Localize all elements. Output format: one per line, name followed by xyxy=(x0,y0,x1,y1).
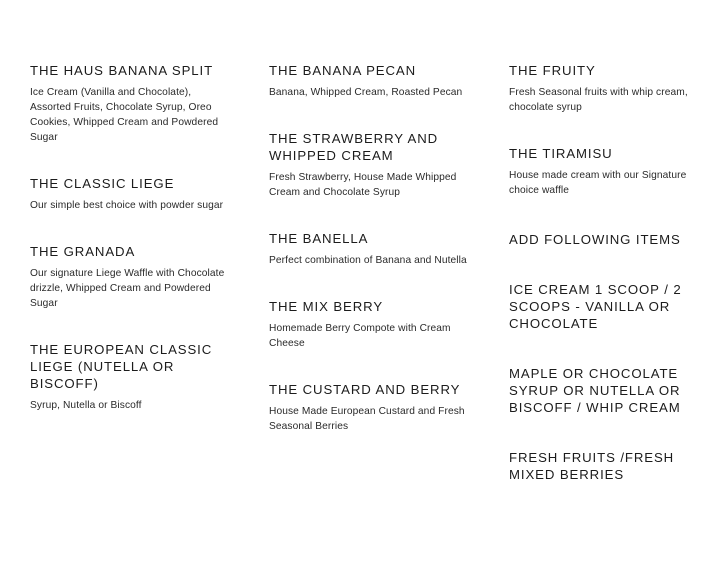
menu-item-title: THE MIX BERRY xyxy=(269,299,384,314)
addon-item-title: ICE CREAM 1 SCOOP / 2 SCOOPS - VANILLA OR CHOCOLATE xyxy=(509,282,682,331)
menu-item-description: Ice Cream (Vanilla and Chocolate), Assorted Fruits, Chocolate Syrup, Oreo Cookies, Whipped Cream and Powdered Sugar xyxy=(30,87,219,143)
menu-item-description: Syrup, Nutella or Biscoff xyxy=(30,400,142,411)
menu-item xyxy=(509,62,704,115)
menu-item xyxy=(509,145,704,198)
menu-column-1 xyxy=(30,62,230,413)
menu-item-description: House made cream with our Signature choice waffle xyxy=(509,170,687,196)
menu-item-description: House Made European Custard and Fresh Seasonal Berries xyxy=(269,406,465,432)
addons-heading: ADD FOLLOWING ITEMS xyxy=(509,232,681,247)
menu-item-title: THE CLASSIC LIEGE xyxy=(30,176,175,191)
addons-section-heading xyxy=(509,231,704,248)
menu-item-title: THE FRUITY xyxy=(509,63,596,78)
menu-item xyxy=(30,341,230,413)
menu-item-title: THE EUROPEAN CLASSIC LIEGE (NUTELLA OR BISCOFF) xyxy=(30,342,213,391)
menu-item-title: THE STRAWBERRY AND WHIPPED CREAM xyxy=(269,131,439,163)
menu-column-2 xyxy=(269,62,469,434)
addon-item xyxy=(509,281,704,332)
addon-item-title: MAPLE OR CHOCOLATE SYRUP OR NUTELLA OR BISCOFF / WHIP CREAM xyxy=(509,366,681,415)
menu-item-description: Our simple best choice with powder sugar xyxy=(30,200,224,211)
menu-item xyxy=(269,230,469,268)
addon-item xyxy=(509,449,704,483)
menu-item-description: Banana, Whipped Cream, Roasted Pecan xyxy=(269,87,463,98)
menu-item-description: Homemade Berry Compote with Cream Cheese xyxy=(269,323,451,349)
menu-item-description: Our signature Liege Waffle with Chocolate drizzle, Whipped Cream and Powdered Sugar xyxy=(30,268,225,309)
menu-column-3 xyxy=(509,62,704,483)
menu-item-title: THE BANANA PECAN xyxy=(269,63,417,78)
menu-item xyxy=(269,298,469,351)
menu-item xyxy=(269,130,469,200)
menu-item-title: THE GRANADA xyxy=(30,244,136,259)
menu-item-description: Fresh Seasonal fruits with whip cream, chocolate syrup xyxy=(509,87,688,113)
menu-item xyxy=(269,62,469,100)
menu-item-title: THE TIRAMISU xyxy=(509,146,613,161)
menu-item-description: Fresh Strawberry, House Made Whipped Cream and Chocolate Syrup xyxy=(269,172,457,198)
menu-item xyxy=(30,175,230,213)
menu-item-title: THE BANELLA xyxy=(269,231,369,246)
addon-item xyxy=(509,365,704,416)
menu-item-title: THE HAUS BANANA SPLIT xyxy=(30,63,214,78)
menu-item xyxy=(30,243,230,311)
menu-item xyxy=(269,381,469,434)
menu-item-description: Perfect combination of Banana and Nutella xyxy=(269,255,467,266)
menu-item xyxy=(30,62,230,145)
menu-item-title: THE CUSTARD AND BERRY xyxy=(269,382,461,397)
addon-item-title: FRESH FRUITS /FRESH MIXED BERRIES xyxy=(509,450,675,482)
